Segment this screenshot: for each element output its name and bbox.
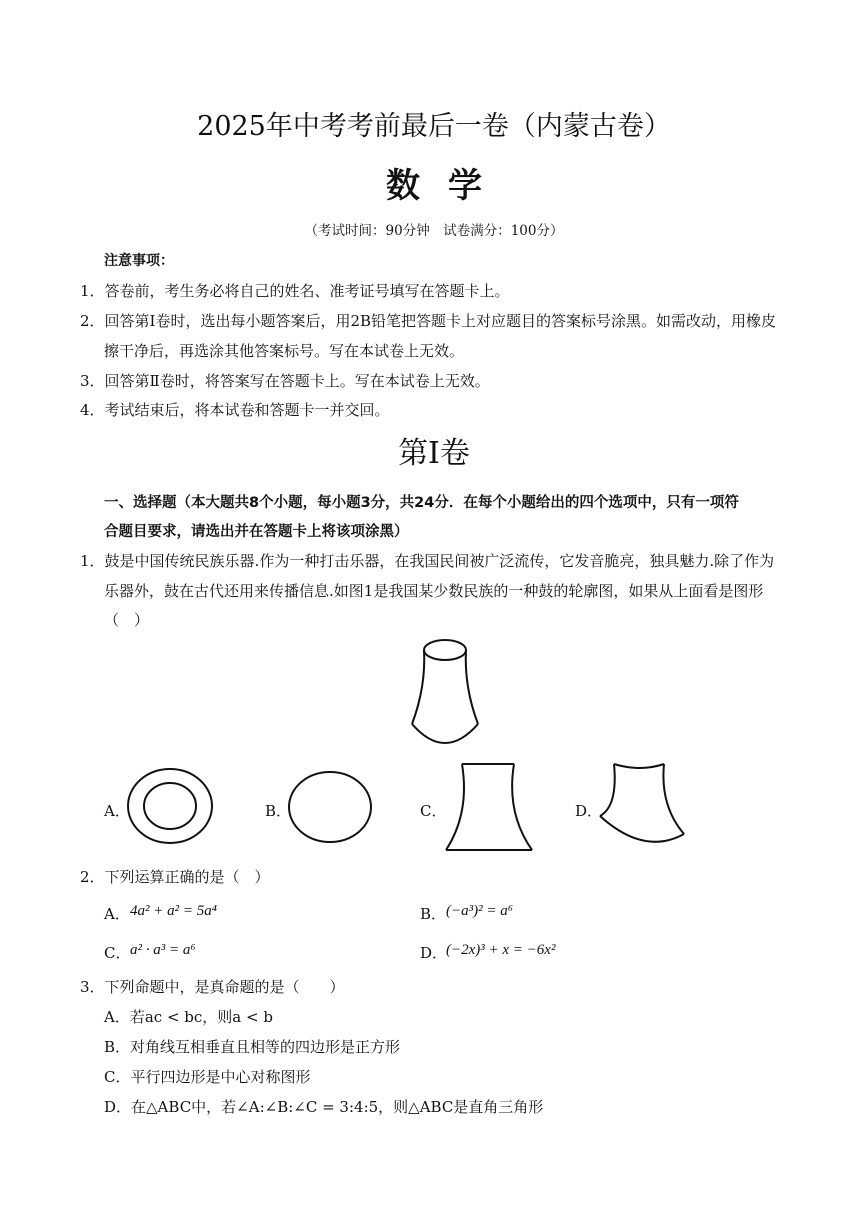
q1-option-c-label: C．: [420, 802, 447, 820]
exam-title: 2025年中考考前最后一卷（内蒙古卷）: [197, 111, 671, 142]
q3-stem: 3．下列命题中，是真命题的是（ ）: [80, 978, 345, 996]
q1-stem-line2: 乐器外，鼓在古代还用来传播信息.如图1是我国某少数民族的一种鼓的轮廓图，如果从上面看是图形: [104, 582, 764, 600]
q1-option-a-label: A．: [104, 802, 130, 820]
q1-option-c-figure: [444, 758, 539, 858]
time-info: （考试时间：90分钟 试卷满分：100分）: [304, 223, 564, 239]
note-item-2: 2．回答第Ⅰ卷时，选出每小题答案后，用2B铅笔把答题卡上对应题目的答案标号涂黑。如需改动，用橡皮: [80, 312, 777, 330]
q3-option-b: B．对角线互相垂直且相等的四边形是正方形: [104, 1038, 401, 1056]
q1-stem-line1: 1．鼓是中国传统民族乐器.作为一种打击乐器，在我国民间被广泛流传，它发音脆亮，独具魅力.除了作为: [80, 552, 775, 570]
q3-option-a: A．若ac < bc，则a < b: [104, 1008, 273, 1026]
q3-option-d: D．在△ABC中，若∠A:∠B:∠C = 3:4:5，则△ABC是直角三角形: [104, 1098, 544, 1116]
section-heading-line2: 合题目要求，请选出并在答题卡上将该项涂黑）: [104, 524, 409, 540]
part-title: 第Ⅰ卷: [398, 436, 470, 471]
note-item-4: 4．考试结束后，将本试卷和答题卡一并交回。: [80, 401, 390, 419]
note-item-2-cont: 擦干净后，再选涂其他答案标号。写在本试卷上无效。: [104, 342, 465, 360]
q2-stem: 2．下列运算正确的是（ ）: [80, 868, 270, 886]
subject-title: 数学: [386, 166, 510, 206]
q1-option-d-figure: [596, 756, 691, 856]
q2-option-c-expr: a² · a³ = a⁶: [130, 942, 196, 958]
q2-option-c-label: C．: [104, 944, 131, 962]
q1-option-a-figure: [126, 766, 216, 846]
note-item-3: 3．回答第Ⅱ卷时，将答案写在答题卡上。写在本试卷上无效。: [80, 372, 490, 390]
note-item-1: 1．答卷前，考生务必将自己的姓名、准考证号填写在答题卡上。: [80, 282, 510, 300]
notes-heading: 注意事项：: [104, 253, 174, 269]
section-heading-line1: 一、选择题（本大题共8个小题，每小题3分，共24分．在每个小题给出的四个选项中，只有一项符: [104, 495, 739, 511]
q2-option-b-label: B．: [420, 905, 447, 923]
drum-figure: [400, 632, 500, 752]
q2-option-a-label: A．: [104, 905, 130, 923]
q2-option-b-expr: (−a³)² = a⁶: [446, 903, 513, 919]
q2-option-a-expr: 4a² + a² = 5a⁴: [130, 903, 217, 919]
q2-option-d-label: D．: [420, 944, 448, 962]
q2-option-d-expr: (−2x)³ + x = −6x²: [446, 942, 556, 958]
q1-stem-line3: （ ）: [104, 611, 150, 629]
q1-option-d-label: D．: [575, 802, 603, 820]
q1-option-b-figure: [286, 770, 376, 850]
q3-option-c: C．平行四边形是中心对称图形: [104, 1068, 311, 1086]
q1-option-b-label: B．: [265, 802, 292, 820]
